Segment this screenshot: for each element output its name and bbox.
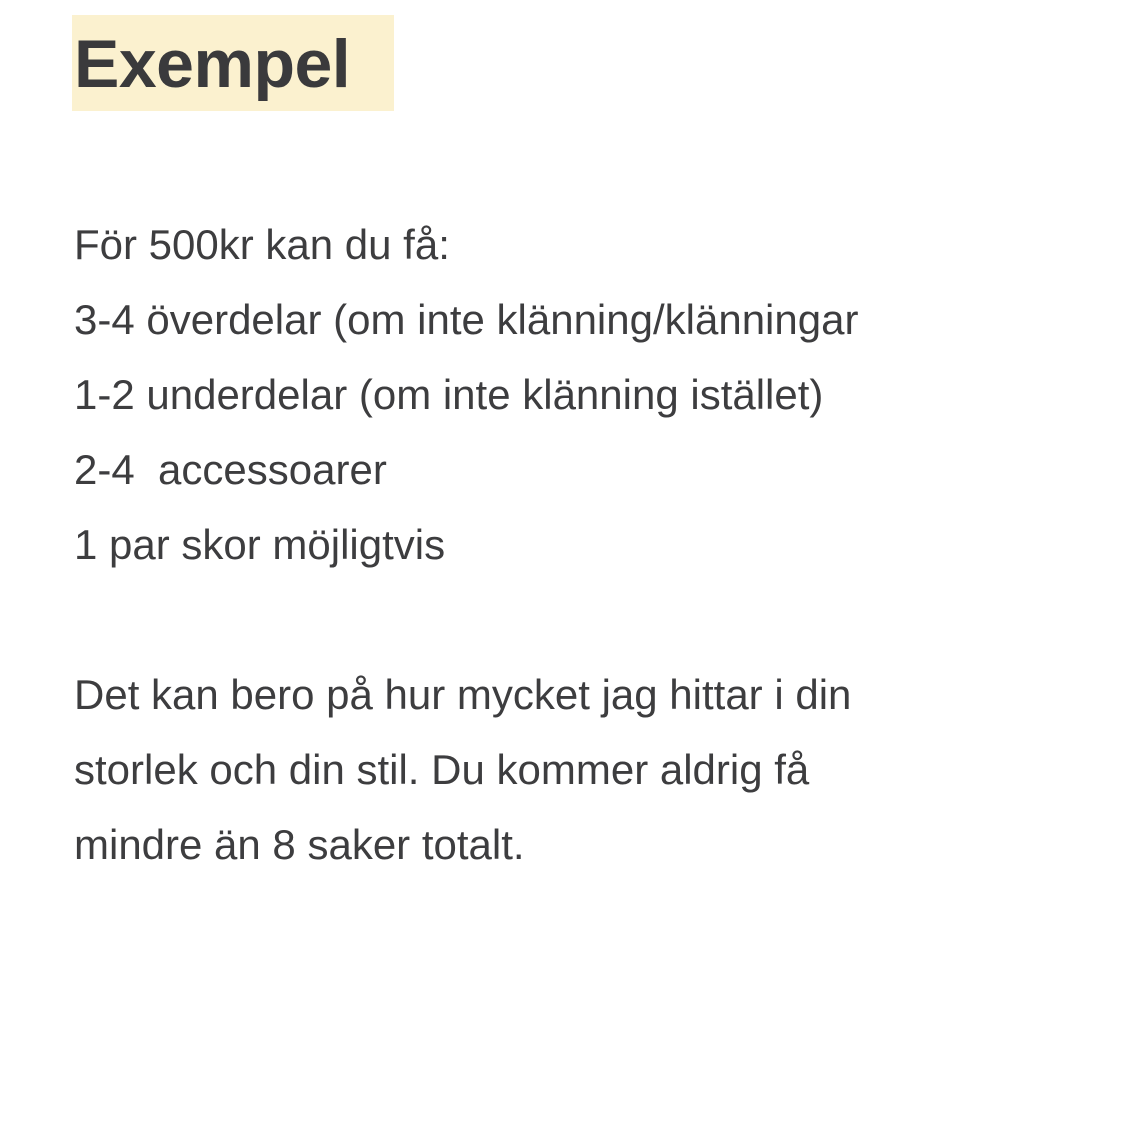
offer-intro: För 500kr kan du få:: [74, 221, 450, 268]
offer-item: 1 par skor möjligtvis: [74, 521, 446, 568]
footer-paragraph: [74, 657, 851, 882]
footer-line: Det kan bero på hur mycket jag hittar i din: [74, 671, 852, 718]
footer-line: mindre än 8 saker totalt.: [74, 821, 525, 868]
offer-item: 3-4 överdelar (om inte klänning/klänningar: [74, 296, 859, 343]
offer-item: 1-2 underdelar (om inte klänning istället): [74, 371, 824, 418]
offer-item: 2-4 accessoarer: [74, 446, 387, 493]
footer-line: storlek och din stil. Du kommer aldrig få: [74, 746, 810, 793]
offer-section: [74, 207, 858, 582]
note-title: Exempel: [74, 26, 351, 102]
